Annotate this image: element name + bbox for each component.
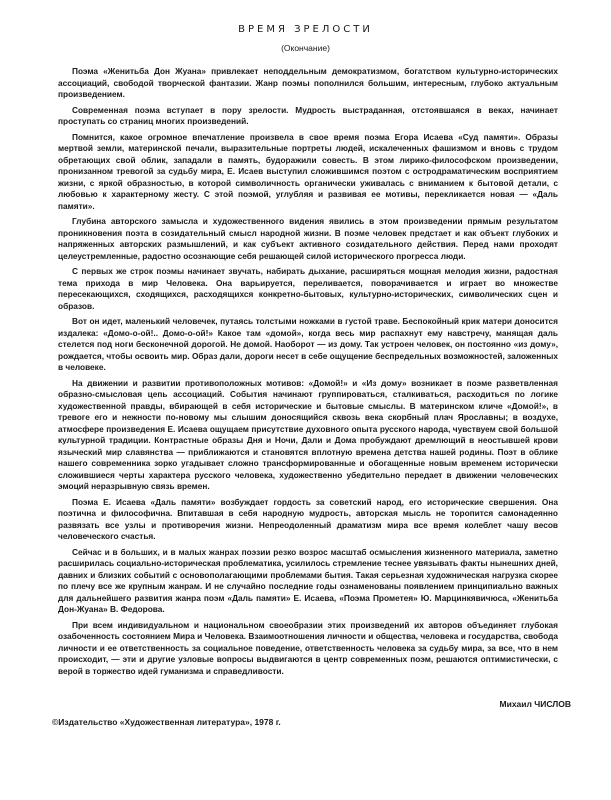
article-subtitle: (Окончание) (281, 43, 330, 53)
paragraph: Сейчас и в больших, и в малых жанрах поэзии резко возрос масштаб осмысления жизненного материала, заметно расширилась социально-историческая проблематика, усилилось стремление теснее увязывать факты нынешних дней, давних и близких событий с основополагающими проблемами бытия. Такая серьезная художническая нагрузка скорее по плечу все же крупным жанрам. И не случайно последние годы ознаменованы появлением принципиально важных для дальнейшего развития жанра поэм «Даль памяти» Е. Исаева, «Поэма Прометея» Ю. Марцинкявичюса, «Женитьба Дон-Жуана» В. Федорова. (58, 546, 558, 614)
paragraph: Современная поэма вступает в пору зрелости. Мудрость выстраданная, отстоявшаяся в веках, начинает проступать со страниц многих произведений. (58, 104, 558, 126)
paragraph: С первых же строк поэмы начинает звучать, набирать дыхание, расширяться мощная мелодия жизни, радостная тема прихода в мир Человека. Она варьируется, переливается, поворачивается и играет во множестве пересекающихся, сходящихся, расходящихся конкретно-бытовых, культурно-исторических, символических сцен и образов. (58, 266, 558, 311)
author-signature: Михаил ЧИСЛОВ (499, 699, 571, 709)
paragraph: Поэма Е. Исаева «Даль памяти» возбуждает гордость за советский народ, его исторические свершения. Она поэтична и философична. Впитавшая в себя народную мудрость, авторская мысль не торопится самонадеянно развязать все узлы и противоречия жизни. Непреодоленный драматизм мира все время колеблет чашу весов человеческого счастья. (58, 496, 558, 541)
paragraph: Поэма «Женитьба Дон Жуана» привлекает неподдельным демократизмом, богатством культурно-исторических ассоциаций, свободой творческой фантазии. Жанр поэмы пополнился большим, интересным, глубоко актуальным произведением. (58, 66, 558, 99)
copyright-notice: ©Издательство «Художественная литература», 1978 г. (52, 717, 281, 727)
paragraph: Вот он идет, маленький человечек, путаясь толстыми ножками в густой траве. Беспокойный крик матери доносится издалека: «Домо-о-ой!.. Домо-о-ой!» Какое там «домой», когда весь мир распахнут ему навстречу, манящая даль стелется под ноги бесконечной дорогой. Не домой. Наоборот — из дому. Так устроен человек, он постоянно «из дому», рождается, чтобы освоить мир. Образ дали, дороги несет в себе ощущение беспредельных возможностей, заложенных в человеке. (58, 316, 558, 372)
paragraph: При всем индивидуальном и национальном своеобразии этих произведений их авторов объединяет глубокая озабоченность состоянием Мира и Человека. Взаимоотношения личности и общества, человека и государства, свобода личности и ее ответственность за социальное поведение, ответственность человека за судьбу мира, за все, что в нем происходит, — эти и другие узловые вопросы выдвигаются в центр современных поэм, решаются оптимистически, с верой в торжество идей гуманизма и справедливости. (58, 619, 558, 676)
paragraph: Глубина авторского замысла и художественного видения явились в этом произведении прямым результатом проникновения поэта в созидательный смысл народной жизни. В поэме человек предстает и как объект глубоких и напряженных авторских размышлений, и как субъект активного созидательного действия. Перед нами проходят целеустремленные, радостно осознающие себя решающей силой исторического прогресса люди. (58, 216, 558, 261)
article-body (58, 66, 558, 681)
paragraph: Помнится, какое огромное впечатление произвела в свое время поэма Егора Исаева «Суд памяти». Образы мертвой земли, материнской печали, выразительные портреты людей, искалеченных фашизмом и вновь с трудом обретающих свой облик, западали в память, будоражили совесть. В этом лирико-философском произведении, пронизанном тревогой за судьбу мира, Е. Исаев выступил сложившимся поэтом с остродраматическим восприятием жизни, с яркой образностью, в которой символичность органически уживалась с вниманием к бытовой детали, с любовью к характерному жесту. С этой поэмой, углубляя и развивая ее мотивы, перекликается новая — «Даль памяти». (58, 131, 558, 211)
article-title: ВРЕМЯ ЗРЕЛОСТИ (238, 24, 373, 35)
paragraph: На движении и развитии противоположных мотивов: «Домой!» и «Из дому» возникает в поэме разветвленная образно-смысловая цепь ассоциаций. События начинают группироваться, сталкиваться, расходиться по логике художественной правды, вбирающей в себя исторические и бытовые смыслы. В материнском кличе «Домой!», в тревоге его и нежности по-новому мы слышим доносящийся сквозь века скорбный плач Ярославны; в воздухе, атмосфере произведения Е. Исаева ощущаем присутствие духовного опыта русского народа, чувствуем свой большой культурной традиции. Контрастные образы Дня и Ночи, Дали и Дома пробуждают дремлющий в неостывшей крови языческий мир славянства — приближаются и становятся вплотную времена детства нашей родины. Поэт в облике нашего современника зорко угадывает сложно трансформированные и обогащенные новым временем исторически сложившиеся черты характера русского человека, художественно убедительно передает в движении человеческих эмоций неразрывную связь времен. (58, 377, 558, 491)
